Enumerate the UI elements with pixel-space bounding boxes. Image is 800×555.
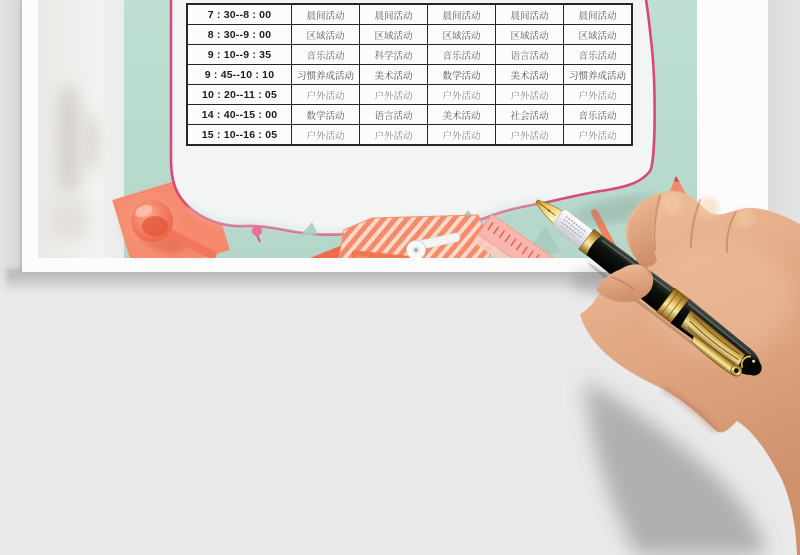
schedule-row bbox=[187, 45, 632, 65]
activity-cell: 户外活动 bbox=[360, 125, 428, 146]
activity-cell: 户外活动 bbox=[564, 125, 633, 146]
activity-cell: 晨间活动 bbox=[496, 4, 564, 25]
activity-cell: 晨间活动 bbox=[292, 4, 360, 25]
activity-cell: 户外活动 bbox=[564, 85, 633, 105]
schedule-row bbox=[187, 85, 632, 105]
activity-cell: 社会活动 bbox=[496, 105, 564, 125]
time-cell: 14 : 40--15 : 00 bbox=[187, 105, 292, 125]
hand-holding-fountain-pen bbox=[490, 110, 800, 555]
time-cell: 9 : 10--9 : 35 bbox=[187, 45, 292, 65]
activity-cell: 户外活动 bbox=[496, 125, 564, 146]
schedule-row bbox=[187, 25, 632, 45]
activity-cell: 区域活动 bbox=[496, 25, 564, 45]
activity-cell: 语言活动 bbox=[360, 105, 428, 125]
activity-cell: 音乐活动 bbox=[292, 45, 360, 65]
wall-left-of-frame bbox=[0, 0, 22, 272]
activity-cell: 户外活动 bbox=[360, 85, 428, 105]
activity-cell: 语言活动 bbox=[496, 45, 564, 65]
schedule-row bbox=[187, 4, 632, 25]
activity-cell: 数学活动 bbox=[292, 105, 360, 125]
time-cell: 15 : 10--16 : 05 bbox=[187, 125, 292, 146]
activity-cell: 户外活动 bbox=[496, 85, 564, 105]
activity-cell: 晨间活动 bbox=[360, 4, 428, 25]
activity-cell: 区域活动 bbox=[564, 25, 633, 45]
activity-cell: 美术活动 bbox=[428, 105, 496, 125]
activity-cell: 晨间活动 bbox=[428, 4, 496, 25]
schedule-row bbox=[187, 65, 632, 85]
activity-cell: 科学活动 bbox=[360, 45, 428, 65]
activity-cell: 音乐活动 bbox=[428, 45, 496, 65]
activity-cell: 区域活动 bbox=[360, 25, 428, 45]
activity-cell: 户外活动 bbox=[292, 85, 360, 105]
pink-pushpin bbox=[252, 226, 262, 242]
time-cell: 8 : 30--9 : 00 bbox=[187, 25, 292, 45]
activity-cell: 户外活动 bbox=[292, 125, 360, 146]
activity-cell: 音乐活动 bbox=[564, 45, 633, 65]
activity-cell: 户外活动 bbox=[428, 125, 496, 146]
activity-cell: 区域活动 bbox=[292, 25, 360, 45]
activity-cell: 习惯养成活动 bbox=[564, 65, 633, 85]
activity-cell: 习惯养成活动 bbox=[292, 65, 360, 85]
activity-cell: 美术活动 bbox=[496, 65, 564, 85]
activity-cell: 数学活动 bbox=[428, 65, 496, 85]
activity-cell: 美术活动 bbox=[360, 65, 428, 85]
time-cell: 10 : 20--11 : 05 bbox=[187, 85, 292, 105]
activity-cell: 区域活动 bbox=[428, 25, 496, 45]
activity-cell: 户外活动 bbox=[428, 85, 496, 105]
time-cell: 9 : 45--10 : 10 bbox=[187, 65, 292, 85]
activity-cell: 晨间活动 bbox=[564, 4, 633, 25]
time-cell: 7 : 30--8 : 00 bbox=[187, 4, 292, 25]
activity-cell: 音乐活动 bbox=[564, 105, 633, 125]
